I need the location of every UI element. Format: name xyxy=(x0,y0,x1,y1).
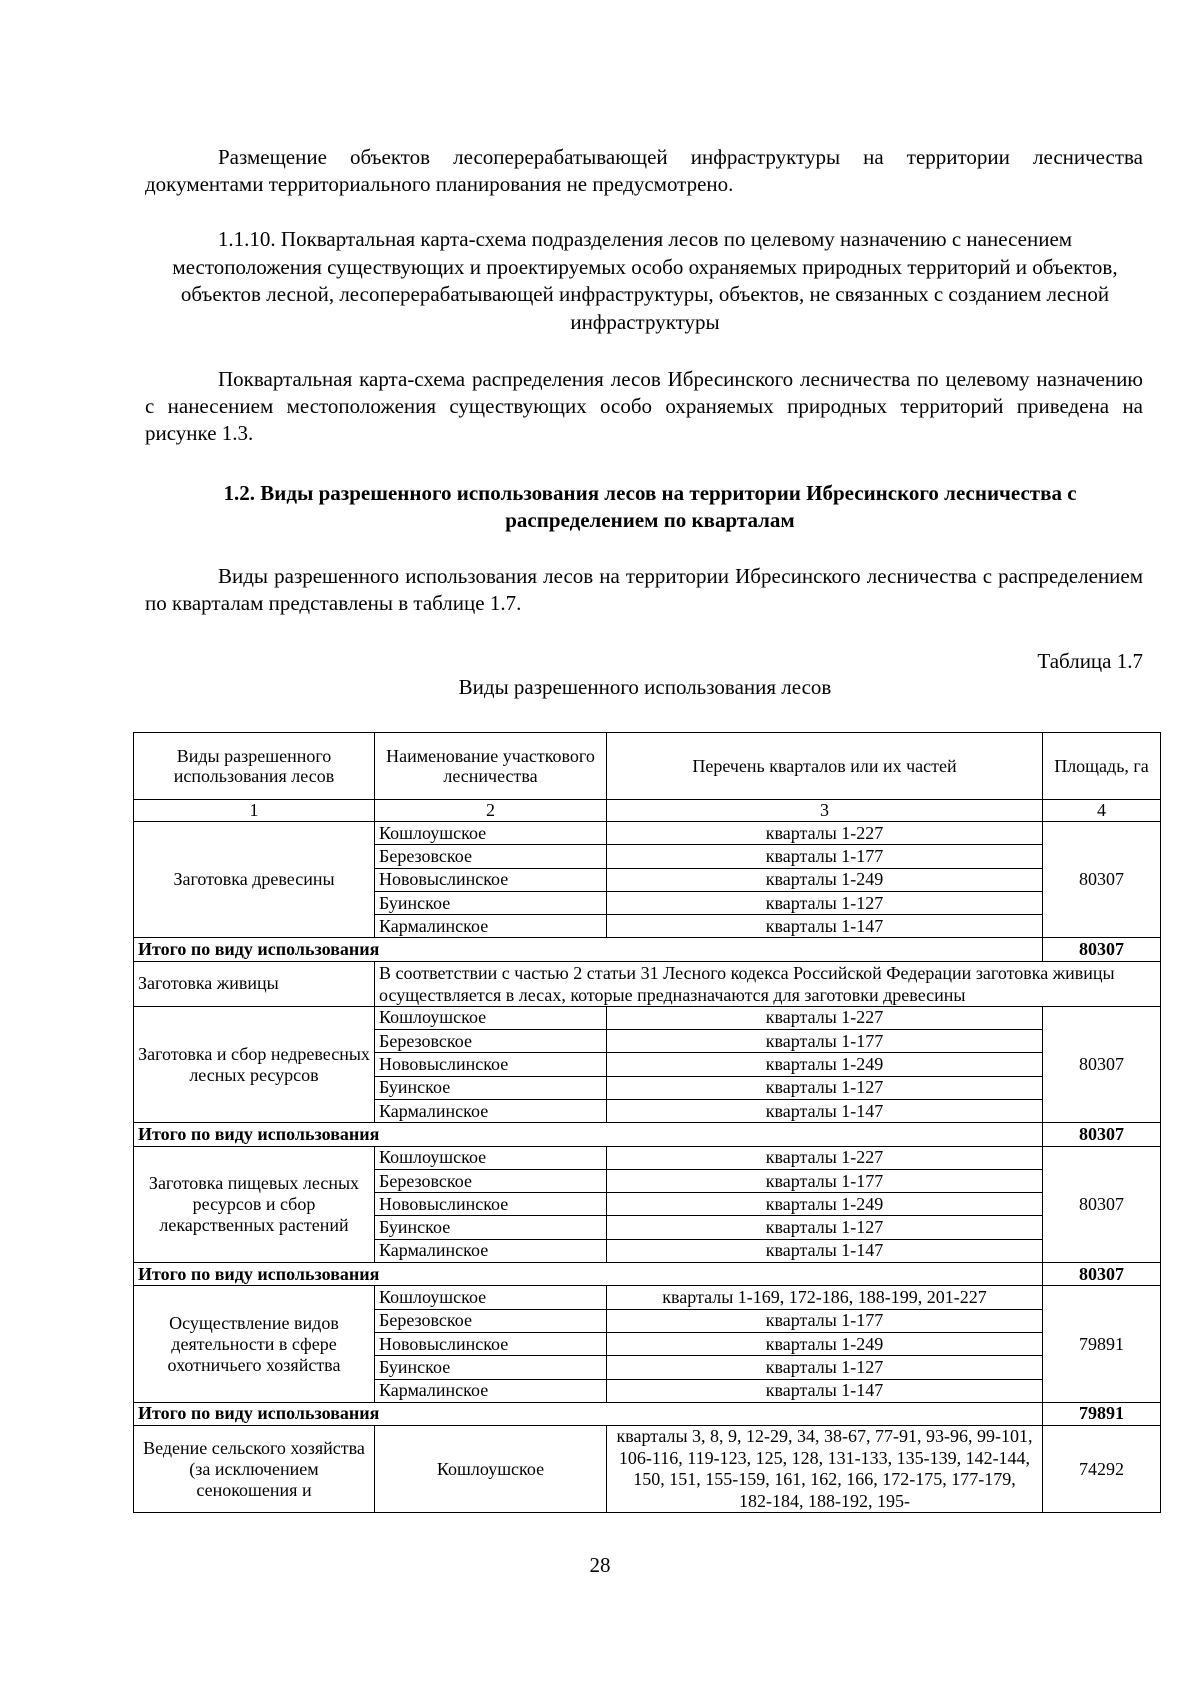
quarters-cell: кварталы 1-127 xyxy=(607,1216,1043,1239)
table-row xyxy=(134,1426,1161,1513)
forestry-cell: Нововыслинское xyxy=(375,868,607,891)
forestry-cell: Буинское xyxy=(375,1216,607,1239)
section-heading-1-2: 1.2. Виды разрешенного использования лесов на территории Ибресинского лесничества с распределением по кварталам xyxy=(223,481,1077,532)
forestry-cell: Кошлоушское xyxy=(375,1146,607,1169)
quarters-cell: кварталы 1-177 xyxy=(607,1309,1043,1332)
forestry-cell: Березовское xyxy=(375,1309,607,1332)
total-value: 80307 xyxy=(1043,1123,1161,1146)
quarters-cell: кварталы 1-249 xyxy=(607,1053,1043,1076)
table-header-row xyxy=(134,733,1161,800)
quarters-cell: кварталы 1-127 xyxy=(607,891,1043,914)
use-type-cell: Осуществление видов деятельности в сфере охотничьего хозяйства xyxy=(134,1286,375,1402)
forestry-cell: Нововыслинское xyxy=(375,1053,607,1076)
quarters-cell: кварталы 1-147 xyxy=(607,1239,1043,1262)
use-type-cell: Заготовка древесины xyxy=(134,822,375,938)
header-cell: Наименование участкового лесничества xyxy=(375,733,607,800)
quarters-cell: кварталы 1-177 xyxy=(607,845,1043,868)
forestry-cell: Кармалинское xyxy=(375,1379,607,1402)
table-row xyxy=(134,1146,1161,1169)
forestry-cell: Кошлоушское xyxy=(375,1006,607,1029)
total-value: 80307 xyxy=(1043,1263,1161,1286)
area-cell: 80307 xyxy=(1043,1146,1161,1262)
total-label: Итого по виду использования xyxy=(134,1263,1043,1286)
quarters-cell: кварталы 1-127 xyxy=(607,1076,1043,1099)
forestry-cell: Кошлоушское xyxy=(375,1426,607,1513)
quarters-cell: кварталы 1-227 xyxy=(607,1146,1043,1169)
quarters-cell: кварталы 1-227 xyxy=(607,822,1043,845)
page-number: 28 xyxy=(589,1553,611,1577)
area-cell: 80307 xyxy=(1043,1006,1161,1122)
quarters-cell: кварталы 1-147 xyxy=(607,915,1043,938)
header-cell: Виды разрешенного использования лесов xyxy=(134,733,375,800)
column-number: 1 xyxy=(134,800,375,822)
table-number: Таблица 1.7 xyxy=(1037,649,1143,673)
table-row xyxy=(134,961,1161,1006)
use-type-cell: Заготовка и сбор недревесных лесных ресурсов xyxy=(134,1006,375,1122)
total-row xyxy=(134,1123,1161,1146)
paragraph-infrastructure: Размещение объектов лесоперерабатывающей инфраструктуры на территории лесничества документами территориального планирования не предусмотрено. xyxy=(145,145,1143,196)
forestry-cell: Кармалинское xyxy=(375,1239,607,1262)
header-cell: Перечень кварталов или их частей xyxy=(607,733,1043,800)
quarters-cell: кварталы 1-177 xyxy=(607,1030,1043,1053)
quarters-cell: кварталы 1-147 xyxy=(607,1099,1043,1122)
total-row xyxy=(134,1402,1161,1425)
column-number: 4 xyxy=(1043,800,1161,822)
forestry-cell: Буинское xyxy=(375,1356,607,1379)
quarters-cell: кварталы 1-169, 172-186, 188-199, 201-227 xyxy=(607,1286,1043,1309)
quarters-cell: кварталы 1-249 xyxy=(607,868,1043,891)
forestry-cell: Березовское xyxy=(375,1169,607,1192)
area-cell: 80307 xyxy=(1043,822,1161,938)
quarters-cell: кварталы 3, 8, 9, 12-29, 34, 38-67, 77-91, 93-96, 99-101, 106-116, 119-123, 125, 128, 131-133, 135-139, 142-144, 150, 151, 155-159, 161, 162, 166, 172-175, 177-179, 182-184, 188-192, 195- xyxy=(607,1426,1043,1513)
quarters-cell: кварталы 1-127 xyxy=(607,1356,1043,1379)
forestry-cell: Буинское xyxy=(375,891,607,914)
column-number: 2 xyxy=(375,800,607,822)
forestry-cell: Кошлоушское xyxy=(375,1286,607,1309)
column-number-row xyxy=(134,800,1161,822)
quarters-cell: кварталы 1-227 xyxy=(607,1006,1043,1029)
quarters-cell: кварталы 1-177 xyxy=(607,1169,1043,1192)
total-value: 80307 xyxy=(1043,938,1161,961)
forestry-cell: Нововыслинское xyxy=(375,1193,607,1216)
paragraph-map-scheme: Поквартальная карта-схема распределения лесов Ибресинского лесничества по целевому назначению с нанесением местоположения существующих особо охраняемых природных территорий приведена на рисунке 1.3. xyxy=(145,367,1143,445)
forestry-cell: Буинское xyxy=(375,1076,607,1099)
forestry-cell: Березовское xyxy=(375,1030,607,1053)
area-cell: 74292 xyxy=(1043,1426,1161,1513)
quarters-cell: кварталы 1-249 xyxy=(607,1332,1043,1355)
total-label: Итого по виду использования xyxy=(134,938,1043,961)
total-label: Итого по виду использования xyxy=(134,1402,1043,1425)
forestry-cell: Кармалинское xyxy=(375,915,607,938)
table-row xyxy=(134,1286,1161,1309)
note-cell: В соответствии с частью 2 статьи 31 Лесного кодекса Российской Федерации заготовка живицы осуществляется в лесах, которые предназначаются для заготовки древесины xyxy=(375,961,1161,1006)
forestry-cell: Березовское xyxy=(375,845,607,868)
total-value: 79891 xyxy=(1043,1402,1161,1425)
forestry-cell: Кошлоушское xyxy=(375,822,607,845)
table-row xyxy=(134,1006,1161,1029)
use-type-cell: Заготовка пищевых лесных ресурсов и сбор лекарственных растений xyxy=(134,1146,375,1262)
use-type-cell: Ведение сельского хозяйства (за исключением сенокошения и xyxy=(134,1426,375,1513)
paragraph-table-intro: Виды разрешенного использования лесов на территории Ибресинского лесничества с распределением по кварталам представлены в таблице 1.7. xyxy=(145,564,1143,615)
use-type-cell: Заготовка живицы xyxy=(134,961,375,1006)
forestry-cell: Кармалинское xyxy=(375,1099,607,1122)
table-title: Виды разрешенного использования лесов xyxy=(458,675,832,699)
forest-use-table xyxy=(133,732,1161,1513)
header-cell: Площадь, га xyxy=(1043,733,1161,800)
forestry-cell: Нововыслинское xyxy=(375,1332,607,1355)
total-row xyxy=(134,1263,1161,1286)
quarters-cell: кварталы 1-249 xyxy=(607,1193,1043,1216)
section-heading-1-1-10: 1.1.10. Поквартальная карта-схема подразделения лесов по целевому назначению с нанесением местоположения существующих и проектируемых особо охраняемых природных территорий и объектов, объектов лесной, лесоперерабатывающей инфраструктуры, объектов, не связанных с созданием лесной инфраструктуры xyxy=(172,227,1118,334)
total-label: Итого по виду использования xyxy=(134,1123,1043,1146)
quarters-cell: кварталы 1-147 xyxy=(607,1379,1043,1402)
column-number: 3 xyxy=(607,800,1043,822)
total-row xyxy=(134,938,1161,961)
area-cell: 79891 xyxy=(1043,1286,1161,1402)
table-row xyxy=(134,822,1161,845)
